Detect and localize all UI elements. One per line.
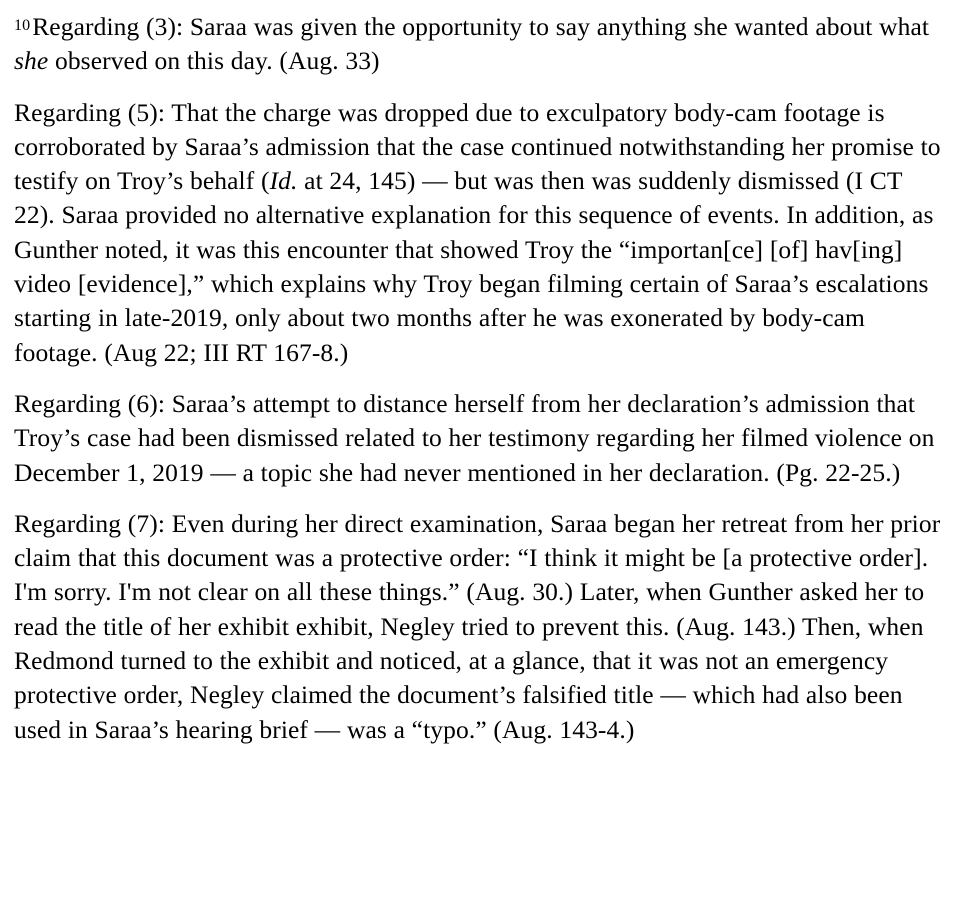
footnote-marker: 10	[14, 17, 31, 34]
paragraph-text-italic: she	[14, 46, 49, 76]
paragraph-text-tail: observed on this day. (Aug. 33)	[48, 46, 380, 76]
paragraph-text-lead: Regarding (7): Even during her direct examination, Saraa began her retreat from her prior claim that this document was a protective order: “I think it might be [a protective order]. I'm sorry. I'm not clear on all these things.” (Aug. 30.) Later, when Gunther asked her to read the title of her exhibit exhibit, Negley tried to prevent this. (Aug. 143.) Then, when Redmond turned to the exhibit and noticed, at a glance, that it was not an emergency protective order, Negley claimed the document’s falsified title — which had also been used in Saraa’s hearing brief — was a “typo.” (Aug. 143-4.)	[14, 508, 941, 744]
footnote-paragraph-regarding-3	[14, 10, 942, 79]
paragraph-text-lead: Regarding (5): That the charge was dropped due to exculpatory body-cam footage is corroborated by Saraa’s admission that the case continued notwithstanding her promise to testify on Troy’s behalf (	[14, 97, 941, 196]
paragraph-text-italic: Id.	[269, 166, 298, 196]
paragraph-text-lead: Regarding (3): Saraa was given the opportunity to say anything she wanted about what	[32, 12, 930, 41]
paragraph-text-lead: Regarding (6): Saraa’s attempt to distance herself from her declaration’s admission that Troy’s case had been dismissed related to her testimony regarding her filmed violence on December 1, 2019 — a topic she had never mentioned in her declaration. (Pg. 22-25.)	[14, 388, 935, 487]
paragraph-regarding-7	[14, 507, 942, 747]
paragraph-regarding-6	[14, 387, 942, 490]
paragraph-regarding-5	[14, 96, 942, 370]
paragraph-text-tail: at 24, 145) — but was then was suddenly dismissed (I CT 22). Saraa provided no alternative explanation for this sequence of events. In addition, as Gunther noted, it was this encounter that showed Troy the “importan[ce] [of] hav[ing] video [evidence],” which explains why Troy began filming certain of Saraa’s escalations starting in late-2019, only about two months after he was exonerated by body-cam footage. (Aug 22; III RT 167-8.)	[14, 166, 934, 367]
